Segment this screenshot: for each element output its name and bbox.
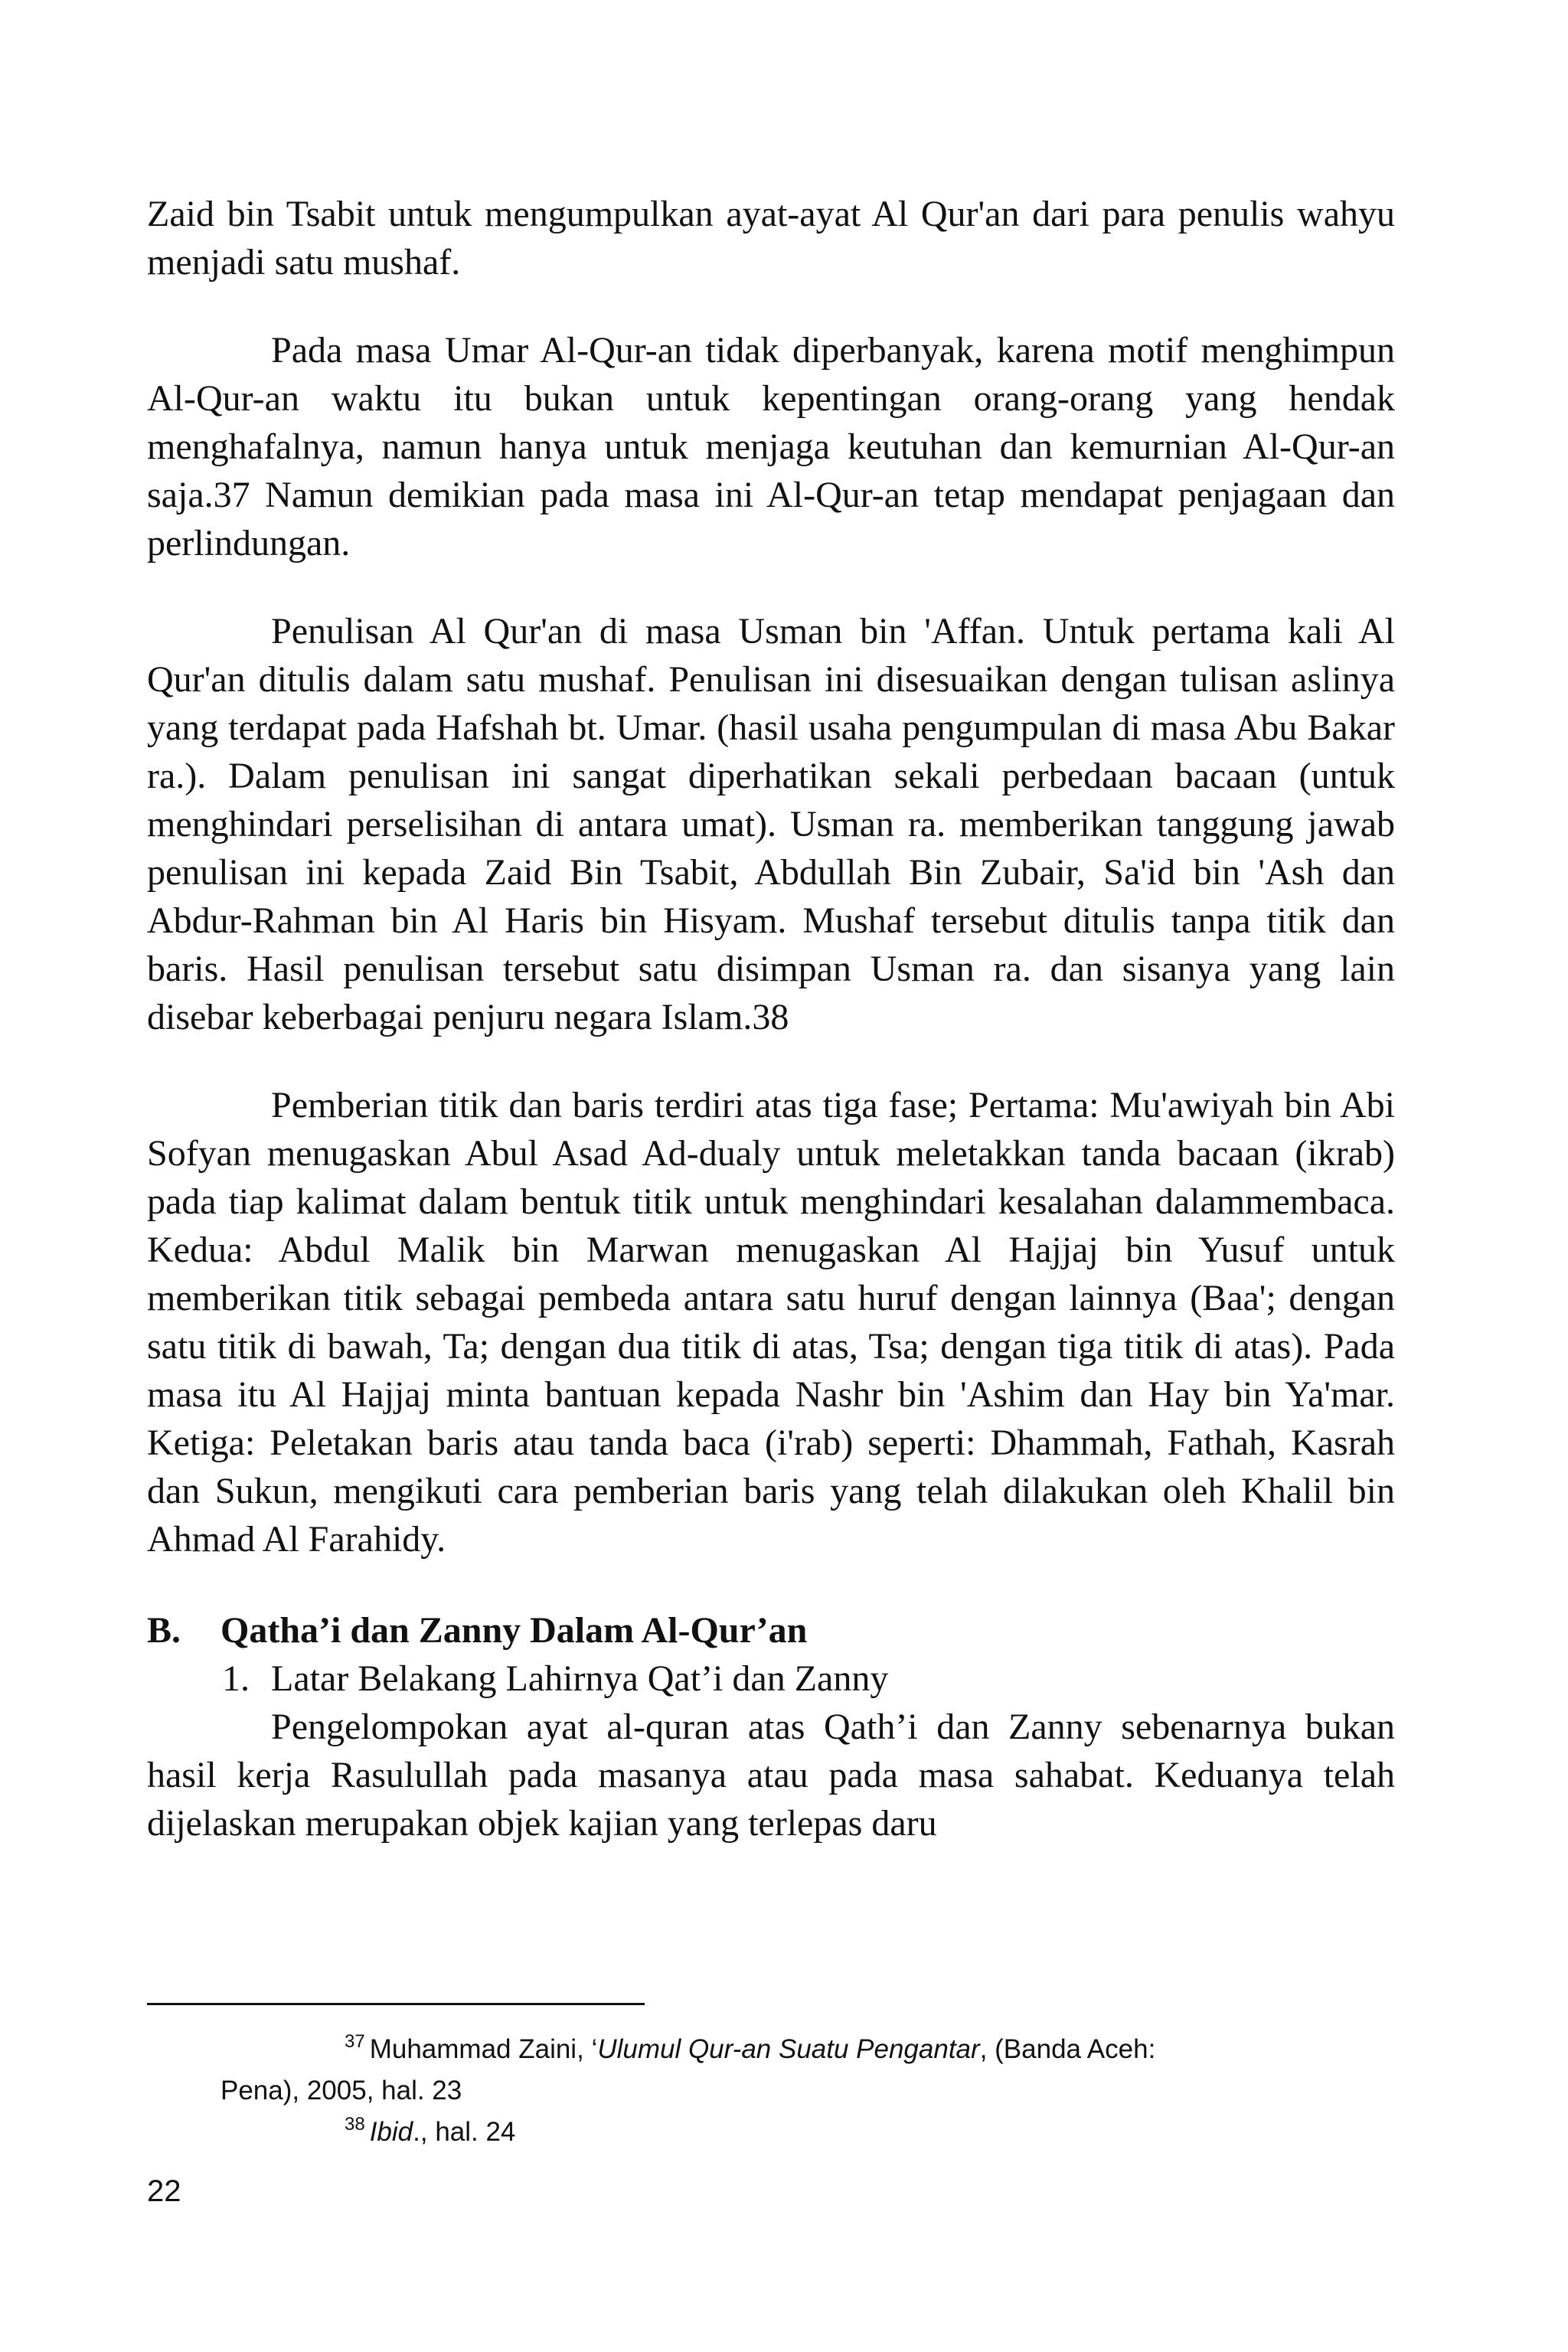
page-body (147, 190, 1395, 1847)
footnote-number: 37 (345, 2031, 365, 2052)
paragraph-1: Zaid bin Tsabit untuk mengumpulkan ayat-ayat Al Qur'an dari para penulis wahyu menjadi satu mushaf. (147, 194, 1395, 283)
footnote-title: Ibid (369, 2117, 413, 2147)
footnote-text: Muhammad Zaini, ‘ (369, 2034, 598, 2064)
footnote-number: 38 (345, 2114, 365, 2135)
page-number: 22 (147, 2174, 181, 2208)
footnote-37-continuation: Pena), 2005, hal. 23 (220, 2076, 462, 2105)
footnote-text: , (Banda Aceh: (979, 2034, 1156, 2064)
subsection-title: Latar Belakang Lahirnya Qat’i dan Zanny (271, 1658, 889, 1699)
subsection-number: 1. (222, 1658, 250, 1699)
paragraph-3: Penulisan Al Qur'an di masa Usman bin 'Affan. Untuk pertama kali Al Qur'an ditulis dalam satu mushaf. Penulisan ini disesuaikan dengan tulisan aslinya yang terdapat pada Hafshah bt. Umar. (hasil usaha pengumpulan di masa Abu Bakar ra.). Dalam penulisan ini sangat diperhatikan sekali perbedaan bacaan (untuk menghindari perselisihan di antara umat). Usman ra. memberikan tanggung jawab penulisan ini kepada Zaid Bin Tsabit, Abdullah Bin Zubair, Sa'id bin 'Ash dan Abdur-Rahman bin Al Haris bin Hisyam. Mushaf tersebut ditulis tanpa titik dan baris. Hasil penulisan tersebut satu disimpan Usman ra. dan sisanya yang lain disebar keberbagai penjuru negara Islam.38 (147, 611, 1395, 1037)
paragraph-2: Pada masa Umar Al-Qur-an tidak diperbanyak, karena motif menghimpun Al-Qur-an waktu itu bukan untuk kepentingan orang-orang yang hendak menghafalnya, namun hanya untuk menjaga keutuhan dan kemurnian Al-Qur-an saja.37 Namun demikian pada masa ini Al-Qur-an tetap mendapat penjagaan dan perlindungan. (147, 330, 1395, 564)
paragraph-4: Pemberian titik dan baris terdiri atas tiga fase; Pertama: Mu'awiyah bin Abi Sofyan menugaskan Abul Asad Ad-dualy untuk meletakkan tanda bacaan (ikrab) pada tiap kalimat dalam bentuk titik untuk menghindari kesalahan dalammembaca. Kedua: Abdul Malik bin Marwan menugaskan Al Hajjaj bin Yusuf untuk memberikan titik sebagai pembeda antara satu huruf dengan lainnya (Baa'; dengan satu titik di bawah, Ta; dengan dua titik di atas, Tsa; dengan tiga titik di atas). Pada masa itu Al Hajjaj minta bantuan kepada Nashr bin 'Ashim dan Hay bin Ya'mar. Ketiga: Peletakan baris atau tanda baca (i'rab) seperti: Dhammah, Fathah, Kasrah dan Sukun, mengikuti cara pemberian baris yang telah dilakukan oleh Khalil bin Ahmad Al Farahidy. (147, 1085, 1395, 1560)
footnote-text: ., hal. 24 (413, 2117, 516, 2147)
footnote-37 (147, 2029, 1395, 2070)
section-letter: B. (147, 1610, 181, 1651)
section-title: Qatha’i dan Zanny Dalam Al-Qur’an (220, 1610, 808, 1651)
footnote-38 (147, 2112, 1395, 2153)
paragraph-5: Pengelompokan ayat al-quran atas Qath’i dan Zanny sebenarnya bukan hasil kerja Rasulullah pada masanya atau pada masa sahabat. Keduanya telah dijelaskan merupakan objek kajian yang terlepas daru (147, 1707, 1395, 1844)
subsection-heading (147, 1655, 1395, 1703)
footnote-title: Ulumul Qur-an Suatu Pengantar (597, 2034, 980, 2064)
footnote-separator (147, 2003, 645, 2005)
section-heading (147, 1606, 1395, 1655)
footnotes (147, 2029, 1395, 2153)
